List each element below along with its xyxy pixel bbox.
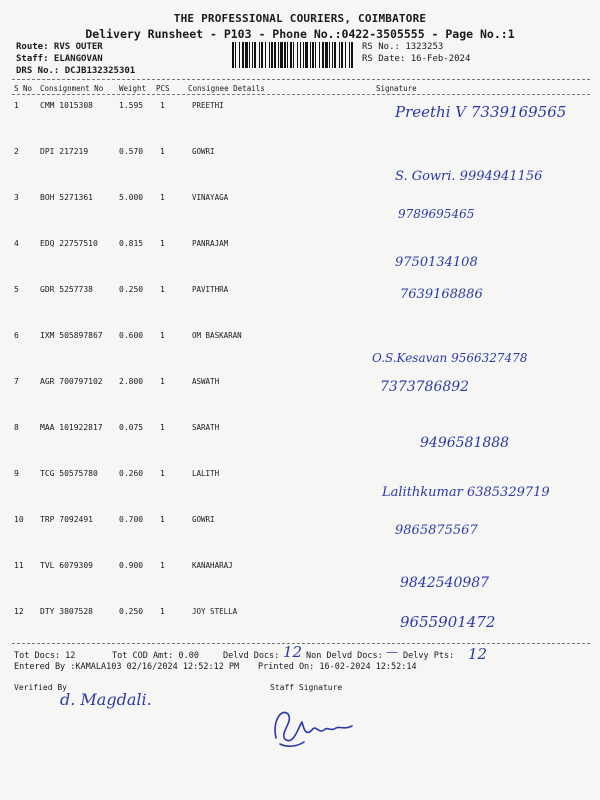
total-docs: Tot Docs: 12 — [14, 651, 76, 661]
staff: Staff: ELANGOVAN — [16, 54, 103, 64]
row-weight: 0.250 — [119, 285, 144, 294]
row-consignee: KANAHARAJ — [192, 561, 233, 570]
row-pcs: 1 — [160, 285, 165, 294]
row-consignment-no: EDQ 22757510 — [40, 239, 98, 248]
rs-date: RS Date: 16-Feb-2024 — [362, 54, 471, 64]
delivered-docs-handwritten: 12 — [283, 643, 303, 661]
row-signature-handwriting: 9865875567 — [395, 523, 478, 538]
barcode-bar — [329, 42, 330, 68]
row-consignee: PREETHI — [192, 101, 224, 110]
row-weight: 0.250 — [119, 607, 144, 616]
row-sno: 1 — [14, 101, 19, 110]
row-signature-handwriting: 9750134108 — [395, 255, 478, 270]
row-signature-handwriting: 9496581888 — [420, 435, 510, 451]
row-weight: 0.815 — [119, 239, 144, 248]
row-consignment-no: MAA 101922817 — [40, 423, 103, 432]
barcode-bar — [312, 42, 314, 68]
delivery-points-handwritten: 12 — [468, 645, 488, 663]
row-sno: 9 — [14, 469, 19, 478]
barcode-bar — [265, 42, 266, 68]
row-consignment-no: TCG 50575780 — [40, 469, 98, 478]
row-consignee: PANRAJAM — [192, 239, 229, 248]
row-consignee: ASWATH — [192, 377, 220, 386]
barcode-bar — [254, 42, 256, 68]
table-row — [0, 239, 600, 285]
delivered-docs: Delvd Docs: — [223, 651, 280, 661]
row-signature-handwriting: 7373786892 — [380, 379, 470, 395]
staff-signature-scrawl — [268, 700, 358, 750]
row-consignment-no: GDR 5257738 — [40, 285, 93, 294]
barcode-bar — [232, 42, 234, 68]
barcode-bar — [245, 42, 248, 68]
barcode-bar — [310, 42, 311, 68]
column-header-consignee: Consignee Details — [188, 84, 265, 93]
table-row — [0, 423, 600, 469]
verified-by-signature: d. Magdali. — [60, 690, 152, 709]
row-sno: 11 — [14, 561, 24, 570]
row-sno: 10 — [14, 515, 24, 524]
route: Route: RVS OUTER — [16, 42, 103, 52]
row-weight: 0.700 — [119, 515, 144, 524]
barcode-bar — [315, 42, 316, 68]
barcode-bar — [269, 42, 270, 68]
barcode-bar — [249, 42, 250, 68]
row-pcs: 1 — [160, 377, 165, 386]
barcode-bar — [278, 42, 279, 68]
barcode-bar — [319, 42, 320, 68]
row-signature-handwriting: Preethi V 7339169565 — [395, 103, 567, 121]
row-consignee: OM BASKARAN — [192, 331, 242, 340]
total-cod: Tot COD Amt: 0.00 — [112, 651, 199, 661]
row-weight: 0.570 — [119, 147, 144, 156]
barcode-bar — [297, 42, 298, 68]
row-sno: 6 — [14, 331, 19, 340]
barcode-bar — [239, 42, 240, 68]
drs-number: DRS No.: DCJB132325301 — [16, 66, 136, 76]
row-consignee: SARATH — [192, 423, 220, 432]
barcode-bar — [271, 42, 273, 68]
row-weight: 0.260 — [119, 469, 144, 478]
row-weight: 1.595 — [119, 101, 144, 110]
barcode-bar — [303, 42, 304, 68]
printed-on: Printed On: 16-02-2024 12:52:14 — [258, 662, 417, 672]
row-consignee: LALITH — [192, 469, 220, 478]
row-sno: 12 — [14, 607, 24, 616]
row-consignee: VINAYAGA — [192, 193, 229, 202]
row-pcs: 1 — [160, 469, 165, 478]
row-signature-handwriting: Lalithkumar 6385329719 — [382, 485, 550, 500]
barcode-bar — [293, 42, 294, 68]
barcode-bar — [334, 42, 336, 68]
barcode-bar — [284, 42, 286, 68]
barcode — [232, 42, 354, 68]
row-consignment-no: DPI 217219 — [40, 147, 89, 156]
barcode-bar — [280, 42, 283, 68]
row-sno: 4 — [14, 239, 19, 248]
row-sno: 3 — [14, 193, 19, 202]
column-header-weight: Weight — [119, 84, 147, 93]
row-consignment-no: BOH 5271361 — [40, 193, 93, 202]
row-consignment-no: CMM 1015308 — [40, 101, 93, 110]
table-row — [0, 193, 600, 239]
table-row — [0, 515, 600, 561]
row-sno: 8 — [14, 423, 19, 432]
row-consignee: JOY STELLA — [192, 607, 238, 616]
barcode-bar — [305, 42, 308, 68]
barcode-bar — [341, 42, 343, 68]
divider — [12, 94, 590, 95]
row-pcs: 1 — [160, 193, 165, 202]
row-consignee: PAVITHRA — [192, 285, 229, 294]
row-consignee: GOWRI — [192, 515, 215, 524]
row-pcs: 1 — [160, 607, 165, 616]
barcode-bar — [339, 42, 340, 68]
barcode-bar — [252, 42, 253, 68]
barcode-bar — [349, 42, 350, 68]
barcode-bar — [235, 42, 236, 68]
runsheet-title: THE PROFESSIONAL COURIERS, COIMBATORE — [173, 12, 427, 25]
row-weight: 0.075 — [119, 423, 144, 432]
non-delivered-docs: Non Delvd Docs: — [306, 651, 383, 661]
barcode-bar — [332, 42, 333, 68]
table-row — [0, 377, 600, 423]
row-consignee: GOWRI — [192, 147, 215, 156]
column-header-consignment: Consignment No — [40, 84, 104, 93]
table-row — [0, 469, 600, 515]
row-pcs: 1 — [160, 515, 165, 524]
barcode-bar — [261, 42, 263, 68]
row-signature-handwriting: S. Gowri. 9994941156 — [395, 169, 543, 184]
row-consignment-no: IXM 505897867 — [40, 331, 103, 340]
table-row — [0, 285, 600, 331]
barcode-bar — [300, 42, 301, 68]
barcode-bar — [322, 42, 324, 68]
barcode-bar — [259, 42, 260, 68]
row-consignment-no: TVL 6079309 — [40, 561, 93, 570]
table-row — [0, 101, 600, 147]
row-pcs: 1 — [160, 147, 165, 156]
row-weight: 0.600 — [119, 331, 144, 340]
barcode-bar — [287, 42, 288, 68]
row-pcs: 1 — [160, 423, 165, 432]
staff-signature-label: Staff Signature — [270, 683, 343, 692]
row-sno: 5 — [14, 285, 19, 294]
row-pcs: 1 — [160, 239, 165, 248]
row-sno: 7 — [14, 377, 19, 386]
barcode-bar — [242, 42, 244, 68]
barcode-bar — [274, 42, 276, 68]
row-signature-handwriting: O.S.Kesavan 9566327478 — [372, 351, 528, 365]
row-signature-handwriting: 7639168886 — [400, 287, 483, 302]
row-signature-handwriting: 9789695465 — [398, 207, 475, 221]
barcode-bar — [351, 42, 353, 68]
row-signature-handwriting: 9655901472 — [400, 613, 496, 631]
row-weight: 2.800 — [119, 377, 144, 386]
table-row — [0, 147, 600, 193]
row-pcs: 1 — [160, 101, 165, 110]
row-weight: 5.000 — [119, 193, 144, 202]
row-weight: 0.900 — [119, 561, 144, 570]
table-row — [0, 561, 600, 607]
entered-by: Entered By :KAMALA103 02/16/2024 12:52:12 PM — [14, 662, 240, 672]
column-header-sno: S No — [14, 84, 33, 93]
barcode-bar — [290, 42, 292, 68]
row-pcs: 1 — [160, 331, 165, 340]
divider — [12, 79, 590, 80]
row-consignment-no: DTY 3807528 — [40, 607, 93, 616]
barcode-bar — [345, 42, 346, 68]
barcode-bar — [325, 42, 328, 68]
row-pcs: 1 — [160, 561, 165, 570]
row-consignment-no: TRP 7092491 — [40, 515, 93, 524]
delivery-points: Delvy Pts: — [403, 651, 455, 661]
column-header-signature: Signature — [376, 84, 417, 93]
column-header-pcs: PCS — [156, 84, 170, 93]
table-row — [0, 331, 600, 377]
row-consignment-no: AGR 700797102 — [40, 377, 103, 386]
rs-number: RS No.: 1323253 — [362, 42, 444, 52]
verified-by-label: Verified By — [14, 683, 67, 692]
row-sno: 2 — [14, 147, 19, 156]
non-delivered-docs-handwritten: — — [386, 645, 398, 659]
row-signature-handwriting: 9842540987 — [400, 575, 490, 591]
runsheet-subtitle: Delivery Runsheet - P103 - Phone No.:0422-3505555 - Page No.:1 — [85, 27, 515, 41]
